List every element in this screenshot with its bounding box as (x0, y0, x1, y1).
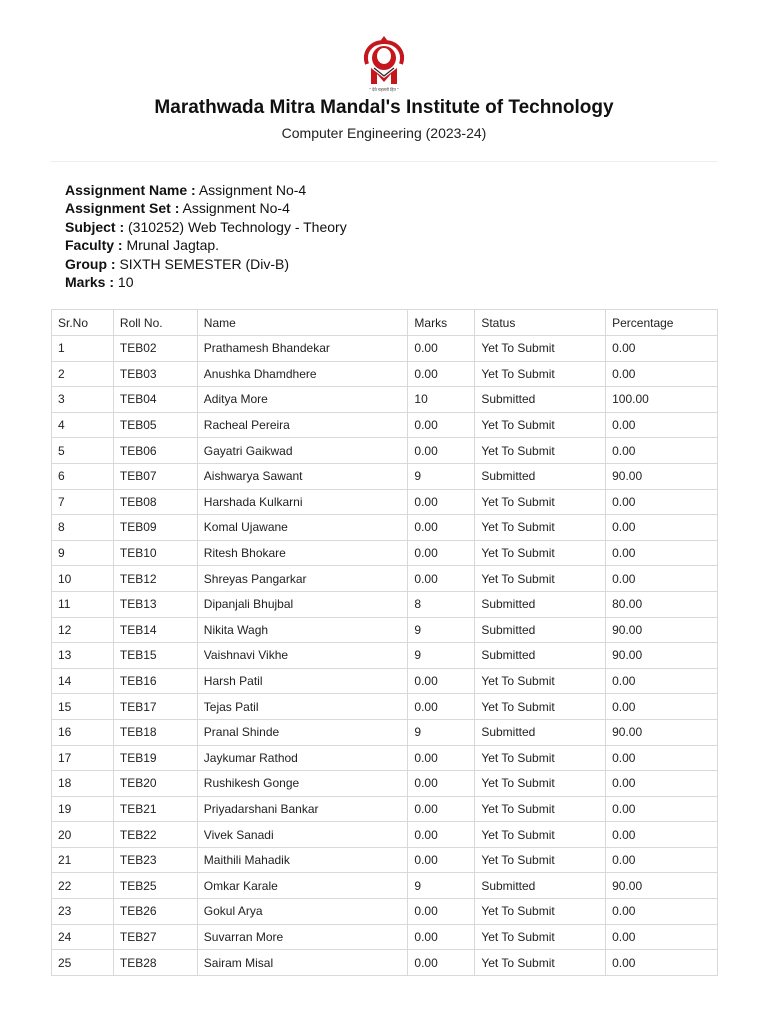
cell-percentage: 90.00 (606, 463, 718, 489)
cell-roll-no: TEB16 (113, 668, 197, 694)
cell-percentage: 0.00 (606, 771, 718, 797)
cell-roll-no: TEB14 (113, 617, 197, 643)
table-row (52, 617, 718, 643)
cell-marks: 0.00 (408, 566, 475, 592)
cell-roll-no: TEB09 (113, 515, 197, 541)
cell-percentage: 80.00 (606, 591, 718, 617)
cell-sr-no: 23 (52, 899, 114, 925)
faculty-value: Mrunal Jagtap. (126, 237, 220, 254)
assignment-name-row (65, 181, 347, 199)
cell-percentage: 90.00 (606, 643, 718, 669)
cell-sr-no: 5 (52, 438, 114, 464)
cell-sr-no: 2 (52, 361, 114, 387)
cell-status: Yet To Submit (475, 515, 606, 541)
cell-status: Yet To Submit (475, 847, 606, 873)
cell-status: Yet To Submit (475, 796, 606, 822)
table-row (52, 668, 718, 694)
marks-row (65, 273, 347, 291)
cell-name: Sairam Misal (197, 950, 408, 976)
table-row (52, 591, 718, 617)
cell-name: Aishwarya Sawant (197, 463, 408, 489)
cell-name: Pranal Shinde (197, 719, 408, 745)
cell-sr-no: 16 (52, 719, 114, 745)
cell-percentage: 100.00 (606, 387, 718, 413)
cell-percentage: 0.00 (606, 412, 718, 438)
cell-status: Submitted (475, 387, 606, 413)
cell-name: Racheal Pereira (197, 412, 408, 438)
cell-percentage: 0.00 (606, 694, 718, 720)
cell-roll-no: TEB15 (113, 643, 197, 669)
cell-marks: 0.00 (408, 950, 475, 976)
cell-status: Yet To Submit (475, 566, 606, 592)
cell-roll-no: TEB06 (113, 438, 197, 464)
cell-sr-no: 8 (52, 515, 114, 541)
table-row (52, 694, 718, 720)
cell-status: Yet To Submit (475, 361, 606, 387)
table-row (52, 336, 718, 362)
cell-roll-no: TEB02 (113, 336, 197, 362)
cell-sr-no: 4 (52, 412, 114, 438)
cell-name: Komal Ujawane (197, 515, 408, 541)
cell-roll-no: TEB21 (113, 796, 197, 822)
group-row (65, 255, 347, 273)
assignment-set-value: Assignment No-4 (182, 200, 290, 217)
cell-name: Vivek Sanadi (197, 822, 408, 848)
table-row (52, 719, 718, 745)
cell-percentage: 0.00 (606, 847, 718, 873)
cell-marks: 9 (408, 873, 475, 899)
cell-name: Dipanjali Bhujbal (197, 591, 408, 617)
column-header-marks: Marks (408, 310, 475, 336)
table-row (52, 822, 718, 848)
table-row (52, 745, 718, 771)
cell-status: Yet To Submit (475, 438, 606, 464)
cell-roll-no: TEB27 (113, 924, 197, 950)
marks-value: 10 (117, 274, 134, 291)
cell-percentage: 0.00 (606, 668, 718, 694)
cell-roll-no: TEB08 (113, 489, 197, 515)
cell-name: Gayatri Gaikwad (197, 438, 408, 464)
cell-name: Shreyas Pangarkar (197, 566, 408, 592)
cell-sr-no: 15 (52, 694, 114, 720)
logo-motto: " देवे चहलतो हित " (369, 87, 399, 92)
table-row (52, 899, 718, 925)
cell-name: Vaishnavi Vikhe (197, 643, 408, 669)
cell-sr-no: 25 (52, 950, 114, 976)
faculty-row (65, 236, 347, 254)
cell-percentage: 0.00 (606, 924, 718, 950)
cell-sr-no: 18 (52, 771, 114, 797)
marks-label: Marks : (65, 274, 115, 291)
cell-marks: 9 (408, 643, 475, 669)
cell-status: Yet To Submit (475, 822, 606, 848)
cell-marks: 0.00 (408, 771, 475, 797)
table-row (52, 847, 718, 873)
cell-sr-no: 13 (52, 643, 114, 669)
cell-marks: 0.00 (408, 745, 475, 771)
cell-status: Submitted (475, 591, 606, 617)
cell-sr-no: 14 (52, 668, 114, 694)
submission-table (51, 309, 718, 976)
institute-logo (357, 34, 411, 94)
cell-roll-no: TEB17 (113, 694, 197, 720)
cell-sr-no: 6 (52, 463, 114, 489)
cell-roll-no: TEB22 (113, 822, 197, 848)
cell-status: Yet To Submit (475, 694, 606, 720)
cell-percentage: 0.00 (606, 489, 718, 515)
cell-roll-no: TEB25 (113, 873, 197, 899)
cell-sr-no: 1 (52, 336, 114, 362)
cell-name: Rushikesh Gonge (197, 771, 408, 797)
cell-sr-no: 12 (52, 617, 114, 643)
cell-roll-no: TEB19 (113, 745, 197, 771)
cell-marks: 0.00 (408, 438, 475, 464)
cell-marks: 0.00 (408, 540, 475, 566)
cell-sr-no: 11 (52, 591, 114, 617)
cell-marks: 10 (408, 387, 475, 413)
cell-percentage: 0.00 (606, 796, 718, 822)
cell-percentage: 90.00 (606, 719, 718, 745)
cell-percentage: 0.00 (606, 515, 718, 541)
cell-roll-no: TEB26 (113, 899, 197, 925)
table-body (52, 336, 718, 976)
column-header-roll-no: Roll No. (113, 310, 197, 336)
cell-roll-no: TEB23 (113, 847, 197, 873)
header-divider (50, 161, 718, 162)
cell-percentage: 0.00 (606, 950, 718, 976)
column-header-percentage: Percentage (606, 310, 718, 336)
cell-marks: 0.00 (408, 899, 475, 925)
assignment-set-label: Assignment Set : (65, 200, 180, 217)
cell-status: Submitted (475, 873, 606, 899)
cell-roll-no: TEB04 (113, 387, 197, 413)
cell-name: Priyadarshani Bankar (197, 796, 408, 822)
cell-sr-no: 24 (52, 924, 114, 950)
cell-sr-no: 10 (52, 566, 114, 592)
cell-percentage: 0.00 (606, 822, 718, 848)
column-header-sr-no: Sr.No (52, 310, 114, 336)
cell-roll-no: TEB18 (113, 719, 197, 745)
institute-name: Marathwada Mitra Mandal's Institute of Technology (154, 97, 614, 118)
cell-percentage: 90.00 (606, 617, 718, 643)
cell-percentage: 0.00 (606, 745, 718, 771)
cell-status: Yet To Submit (475, 771, 606, 797)
assignment-name-label: Assignment Name : (65, 182, 196, 198)
cell-name: Harsh Patil (197, 668, 408, 694)
assignment-name-value: Assignment No-4 (198, 182, 307, 198)
table-row (52, 771, 718, 797)
group-value: SIXTH SEMESTER (Div-B) (119, 255, 290, 272)
column-header-name: Name (197, 310, 408, 336)
table-row (52, 412, 718, 438)
cell-sr-no: 20 (52, 822, 114, 848)
assignment-set-row (65, 199, 347, 217)
cell-status: Yet To Submit (475, 540, 606, 566)
cell-sr-no: 17 (52, 745, 114, 771)
cell-percentage: 90.00 (606, 873, 718, 899)
cell-percentage: 0.00 (606, 361, 718, 387)
subject-label: Subject : (65, 218, 125, 235)
cell-roll-no: TEB07 (113, 463, 197, 489)
cell-name: Nikita Wagh (197, 617, 408, 643)
cell-status: Submitted (475, 643, 606, 669)
table-header-row (52, 310, 718, 336)
subject-row (65, 218, 347, 236)
table-row (52, 924, 718, 950)
cell-roll-no: TEB10 (113, 540, 197, 566)
table-row (52, 387, 718, 413)
cell-roll-no: TEB13 (113, 591, 197, 617)
table-row (52, 489, 718, 515)
cell-status: Submitted (475, 719, 606, 745)
cell-name: Suvarran More (197, 924, 408, 950)
table-row (52, 566, 718, 592)
cell-roll-no: TEB20 (113, 771, 197, 797)
cell-name: Aditya More (197, 387, 408, 413)
subject-value: (310252) Web Technology - Theory (128, 218, 347, 235)
cell-marks: 9 (408, 463, 475, 489)
cell-name: Anushka Dhamdhere (197, 361, 408, 387)
cell-status: Yet To Submit (475, 950, 606, 976)
cell-status: Yet To Submit (475, 489, 606, 515)
cell-marks: 0.00 (408, 847, 475, 873)
cell-marks: 0.00 (408, 489, 475, 515)
cell-marks: 0.00 (408, 694, 475, 720)
cell-status: Yet To Submit (475, 745, 606, 771)
cell-marks: 0.00 (408, 515, 475, 541)
assignment-details (65, 181, 347, 291)
cell-marks: 0.00 (408, 361, 475, 387)
cell-name: Harshada Kulkarni (197, 489, 408, 515)
cell-status: Submitted (475, 617, 606, 643)
cell-name: Tejas Patil (197, 694, 408, 720)
cell-status: Yet To Submit (475, 412, 606, 438)
cell-marks: 8 (408, 591, 475, 617)
faculty-label: Faculty : (65, 237, 123, 254)
cell-name: Jaykumar Rathod (197, 745, 408, 771)
cell-percentage: 0.00 (606, 540, 718, 566)
cell-name: Maithili Mahadik (197, 847, 408, 873)
cell-marks: 0.00 (408, 336, 475, 362)
cell-marks: 0.00 (408, 822, 475, 848)
table-row (52, 796, 718, 822)
cell-marks: 9 (408, 719, 475, 745)
cell-marks: 0.00 (408, 412, 475, 438)
cell-sr-no: 7 (52, 489, 114, 515)
column-header-status: Status (475, 310, 606, 336)
cell-sr-no: 3 (52, 387, 114, 413)
group-label: Group : (65, 255, 116, 272)
cell-sr-no: 19 (52, 796, 114, 822)
cell-marks: 0.00 (408, 668, 475, 694)
cell-sr-no: 22 (52, 873, 114, 899)
cell-sr-no: 9 (52, 540, 114, 566)
table-row (52, 515, 718, 541)
cell-roll-no: TEB28 (113, 950, 197, 976)
table-row (52, 361, 718, 387)
cell-status: Yet To Submit (475, 668, 606, 694)
cell-name: Omkar Karale (197, 873, 408, 899)
table-row (52, 438, 718, 464)
table-row (52, 463, 718, 489)
department-year: Computer Engineering (2023-24) (281, 125, 487, 141)
cell-percentage: 0.00 (606, 438, 718, 464)
table-row (52, 643, 718, 669)
table-row (52, 540, 718, 566)
cell-status: Yet To Submit (475, 336, 606, 362)
cell-marks: 0.00 (408, 796, 475, 822)
cell-percentage: 0.00 (606, 899, 718, 925)
cell-name: Gokul Arya (197, 899, 408, 925)
table-row (52, 950, 718, 976)
cell-name: Prathamesh Bhandekar (197, 336, 408, 362)
cell-marks: 9 (408, 617, 475, 643)
cell-percentage: 0.00 (606, 566, 718, 592)
cell-roll-no: TEB12 (113, 566, 197, 592)
cell-status: Yet To Submit (475, 899, 606, 925)
cell-roll-no: TEB03 (113, 361, 197, 387)
cell-name: Ritesh Bhokare (197, 540, 408, 566)
table-row (52, 873, 718, 899)
cell-status: Yet To Submit (475, 924, 606, 950)
cell-marks: 0.00 (408, 924, 475, 950)
cell-percentage: 0.00 (606, 336, 718, 362)
cell-status: Submitted (475, 463, 606, 489)
cell-roll-no: TEB05 (113, 412, 197, 438)
cell-sr-no: 21 (52, 847, 114, 873)
